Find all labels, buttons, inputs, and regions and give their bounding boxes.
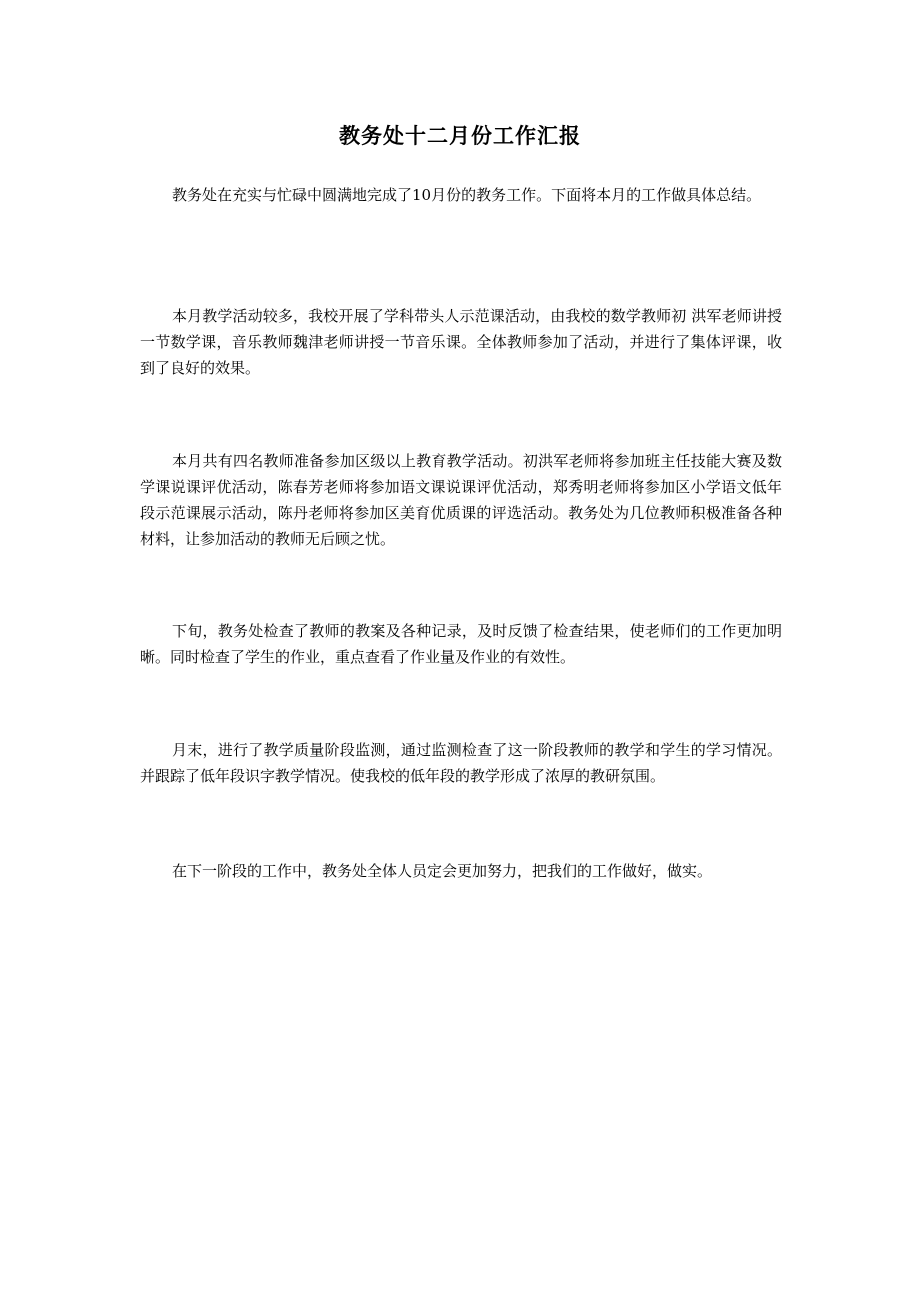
paragraph-conclusion: 在下一阶段的工作中，教务处全体人员定会更加努力，把我们的工作做好，做实。	[172, 862, 713, 880]
paragraph-district-activities: 本月共有四名教师准备参加区级以上教育教学活动。初洪军老师将参加班主任技能大赛及数学课说课评优活动，陈春芳老师将参加语文课说课评优活动，郑秀明老师将参加区小学语文低年段示范课展示活动，陈丹老师将参加区美育优质课的评选活动。教务处为几位教师积极准备各种材料，让参加活动的教师无后顾之忧。	[140, 452, 782, 548]
paragraph-monitoring: 月末，进行了教学质量阶段监测，通过监测检查了这一阶段教师的教学和学生的学习情况。并跟踪了低年段识字教学情况。使我校的低年段的教学形成了浓厚的教研氛围。	[140, 741, 782, 785]
paragraph-intro: 教务处在充实与忙碌中圆满地完成了10月份的教务工作。下面将本月的工作做具体总结。	[172, 186, 762, 204]
paragraph-demo-lessons: 本月教学活动较多，我校开展了学科带头人示范课活动，由我校的数学教师初 洪军老师讲授一节数学课，音乐教师魏津老师讲授一节音乐课。全体教师参加了活动，并进行了集体评课，收到了良好的效果。	[140, 307, 782, 377]
paragraph-inspection: 下旬，教务处检查了教师的教案及各种记录，及时反馈了检查结果，使老师们的工作更加明晰。同时检查了学生的作业，重点查看了作业量及作业的有效性。	[140, 622, 782, 666]
page-title: 教务处十二月份工作汇报	[339, 123, 581, 148]
